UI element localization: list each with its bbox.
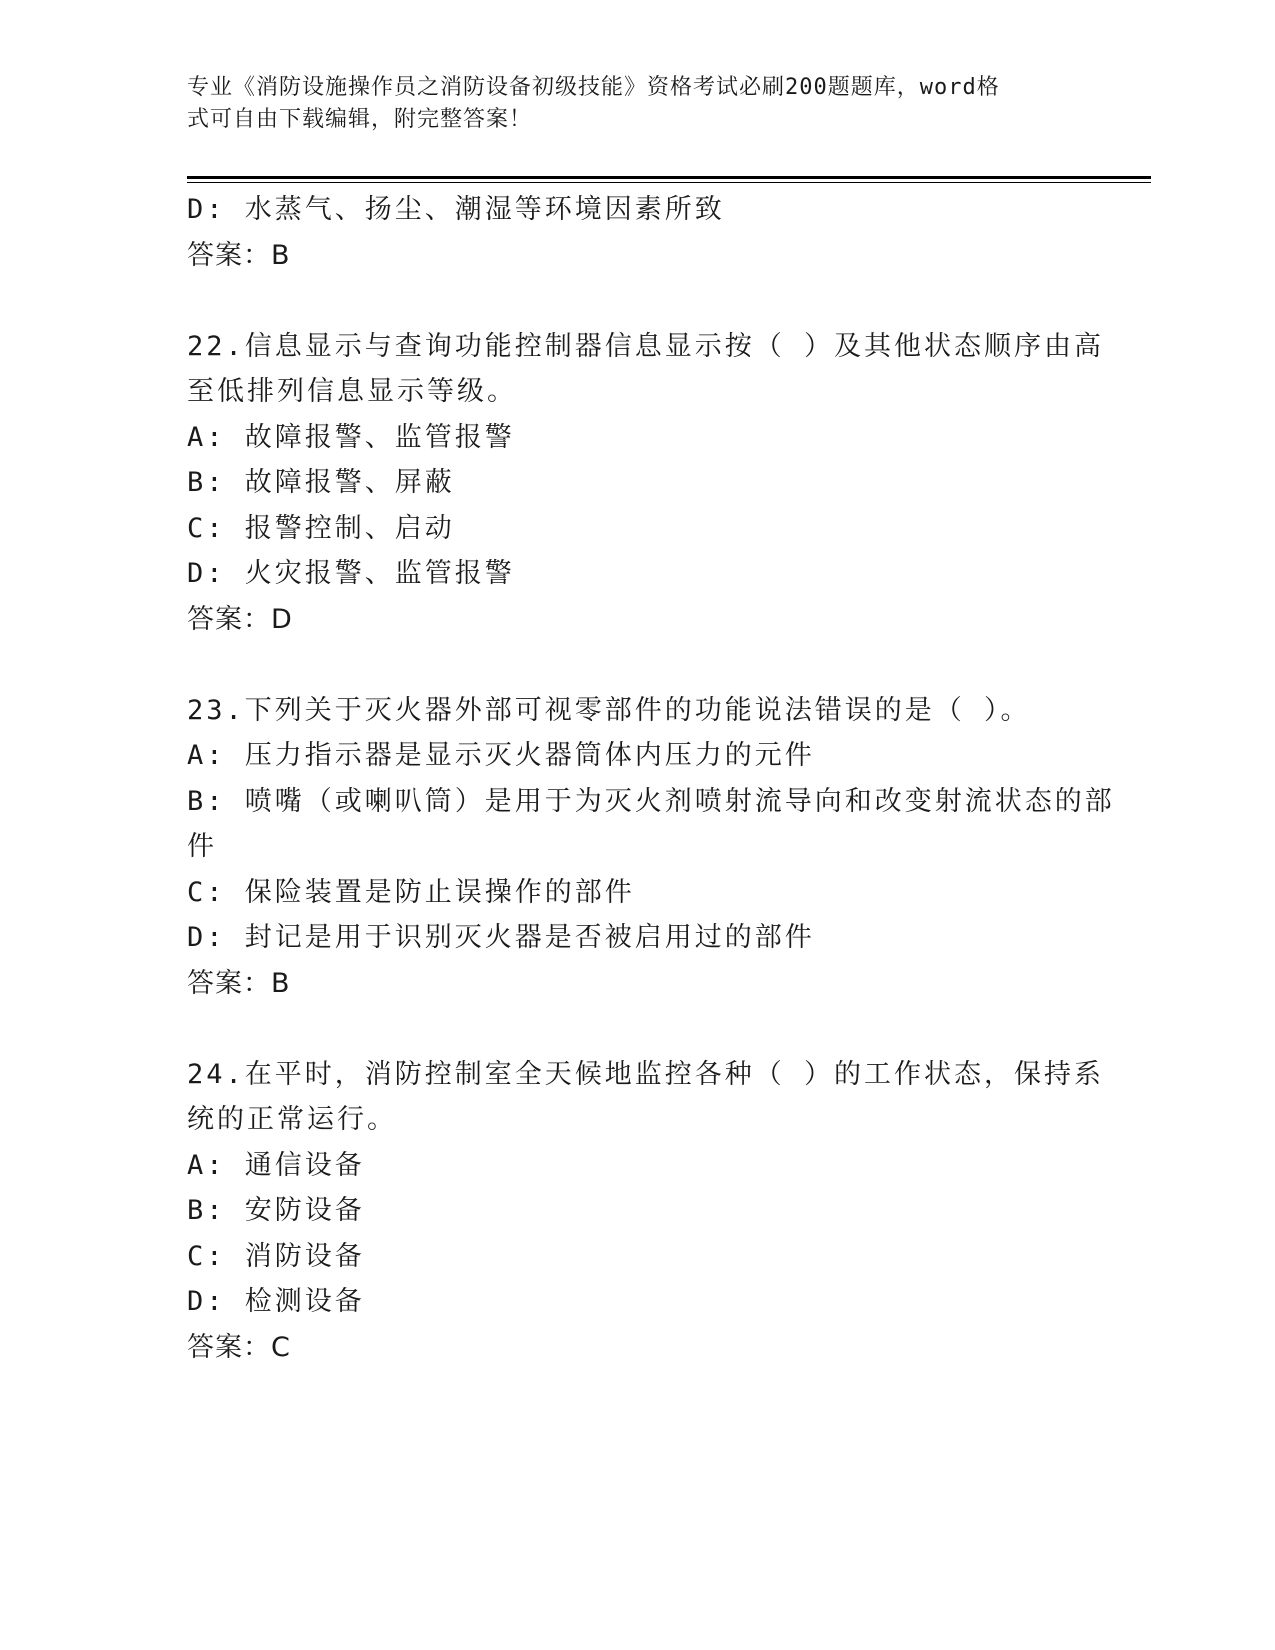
question-stem: 24.在平时，消防控制室全天候地监控各种（ ）的工作状态，保持系 bbox=[187, 1058, 1105, 1090]
option-a: A: 通信设备 bbox=[187, 1149, 365, 1181]
spacer bbox=[187, 1006, 1087, 1052]
option-c: C: 消防设备 bbox=[187, 1240, 365, 1272]
option-d: D: 水蒸气、扬尘、潮湿等环境因素所致 bbox=[187, 194, 725, 225]
answer-line: 答案：C bbox=[187, 1331, 291, 1363]
header-divider-thick bbox=[187, 176, 1151, 179]
option-d: D: 火灾报警、监管报警 bbox=[187, 558, 515, 589]
option-b-continued: 件 bbox=[187, 831, 217, 862]
answer-line: 答案：B bbox=[187, 967, 291, 999]
question-stem: 23.下列关于灭火器外部可视零部件的功能说法错误的是（ ）。 bbox=[187, 694, 1031, 726]
spacer bbox=[187, 278, 1087, 324]
header-title-line-1: 专业《消防设施操作员之消防设备初级技能》资格考试必刷200题题库，word格 bbox=[187, 75, 1000, 100]
option-a: A: 故障报警、监管报警 bbox=[187, 421, 515, 453]
question-24 bbox=[187, 1052, 1105, 1371]
question-stem: 至低排列信息显示等级。 bbox=[187, 376, 517, 407]
option-d: D: 封记是用于识别灭火器是否被启用过的部件 bbox=[187, 922, 815, 953]
answer-line: 答案：D bbox=[187, 603, 293, 635]
option-d: D: 检测设备 bbox=[187, 1286, 365, 1317]
header-divider-thin bbox=[187, 182, 1151, 183]
answer-line: 答案：B bbox=[187, 239, 291, 271]
option-b: B: 安防设备 bbox=[187, 1195, 365, 1226]
option-a: A: 压力指示器是显示灭火器筒体内压力的元件 bbox=[187, 740, 815, 771]
spacer bbox=[187, 642, 1087, 688]
option-c: C: 报警控制、启动 bbox=[187, 512, 455, 544]
question-stem: 22.信息显示与查询功能控制器信息显示按（ ）及其他状态顺序由高 bbox=[187, 330, 1105, 362]
question-stem: 统的正常运行。 bbox=[187, 1104, 397, 1135]
question-22 bbox=[187, 324, 1105, 643]
option-c: C: 保险装置是防止误操作的部件 bbox=[187, 876, 635, 908]
header-title-line-2: 式可自由下载编辑，附完整答案！ bbox=[187, 107, 533, 132]
question-23 bbox=[187, 688, 1115, 1007]
option-b: B: 故障报警、屏蔽 bbox=[187, 467, 455, 498]
document-header bbox=[187, 72, 1067, 136]
question-list bbox=[187, 187, 1115, 1370]
question-21-tail bbox=[187, 187, 1087, 278]
option-b: B: 喷嘴（或喇叭筒）是用于为灭火剂喷射流导向和改变射流状态的部 bbox=[187, 785, 1115, 817]
